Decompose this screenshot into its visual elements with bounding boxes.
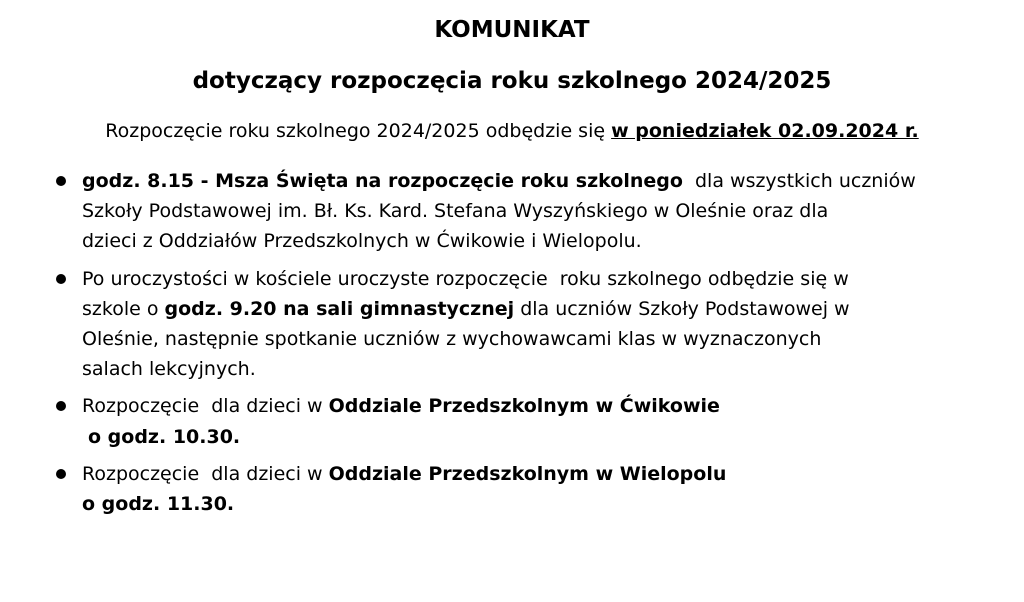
- list-item-mass: [0, 166, 1024, 257]
- item-line: [82, 294, 1016, 324]
- bullet-icon: [56, 176, 66, 186]
- bullet-icon: [56, 274, 66, 284]
- list-item-wielopole: [0, 459, 1024, 519]
- bullet-icon: [56, 401, 66, 411]
- item-line: [82, 166, 1016, 196]
- item-text: Rozpoczęcie dla dzieci w: [82, 462, 329, 485]
- document-title: KOMUNIKAT: [434, 17, 590, 43]
- item-text: dla wszystkich uczniów: [682, 170, 916, 192]
- item-line: Oleśnie, następnie spotkanie uczniów z wychowawcami klas w wyznaczonych: [82, 328, 822, 351]
- item-text: dla uczniów Szkoły Podstawowej w: [514, 297, 850, 320]
- item-line: Po uroczystości w kościele uroczyste rozpoczęcie roku szkolnego odbędzie się w: [82, 267, 849, 290]
- item-text: szkole o: [82, 297, 165, 320]
- item-line: Szkoły Podstawowej im. Bł. Ks. Kard. Stefana Wyszyńskiego w Oleśnie oraz dla: [82, 200, 829, 223]
- item-line: [82, 422, 1016, 452]
- list-item-school-opening: [0, 264, 1024, 385]
- item-line: salach lekcyjnych.: [82, 358, 256, 381]
- item-line: [82, 489, 1016, 519]
- item-bold-text: Oddziale Przedszkolnym w Ćwikowie: [328, 395, 720, 418]
- bullet-icon: [56, 469, 66, 479]
- intro-paragraph: [0, 116, 1024, 146]
- item-bold-text: o godz. 11.30.: [82, 493, 235, 516]
- item-line: [82, 391, 1016, 421]
- list-item-cwikow: [0, 391, 1024, 451]
- item-bold-text: godz. 9.20 na sali gimnastycznej: [164, 297, 515, 320]
- intro-text: Rozpoczęcie roku szkolnego 2024/2025 odbędzie się: [105, 120, 612, 142]
- document-subtitle: dotyczący rozpoczęcia roku szkolnego 2024/2025: [192, 68, 832, 94]
- item-line: [82, 459, 1016, 489]
- item-bold-text: godz. 8.15 - Msza Święta na rozpoczęcie roku szkolnego: [82, 170, 683, 192]
- intro-date: w poniedziałek 02.09.2024 r.: [611, 120, 919, 142]
- item-line: dzieci z Oddziałów Przedszkolnych w Ćwikowie i Wielopolu.: [82, 230, 642, 253]
- item-bold-text: o godz. 10.30.: [88, 425, 241, 448]
- item-text: Rozpoczęcie dla dzieci w: [82, 395, 329, 418]
- item-bold-text: Oddziale Przedszkolnym w Wielopolu: [328, 462, 727, 485]
- schedule-list: [0, 166, 1024, 526]
